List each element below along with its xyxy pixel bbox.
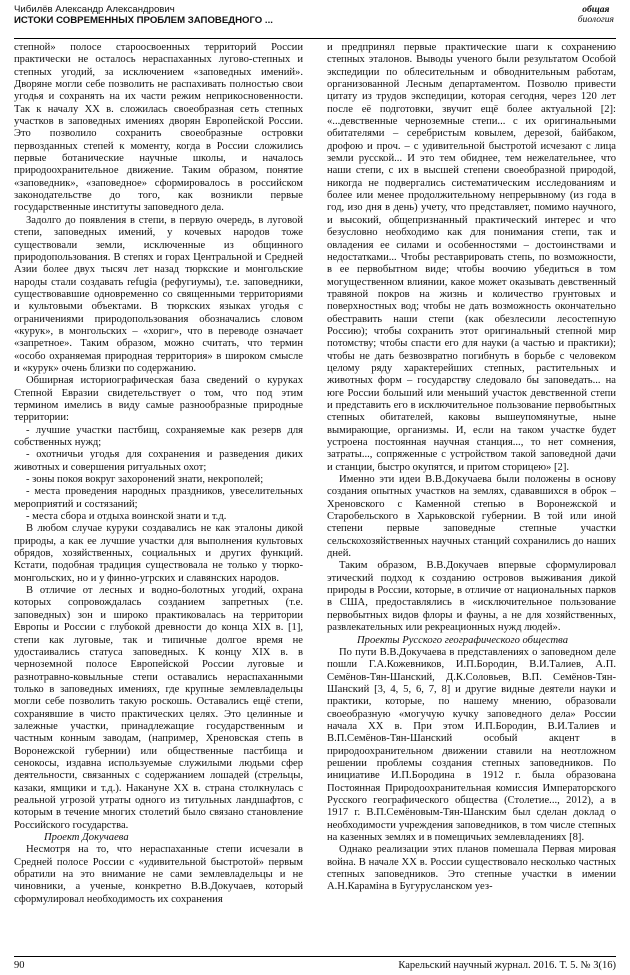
left-text-column xyxy=(14,42,303,952)
right-text-column xyxy=(327,42,616,952)
page-footer xyxy=(14,956,616,973)
page-number: 90 xyxy=(14,960,25,971)
paragraph: В отличие от лесных и водно-болотных угодий, охрана которых сопровождалась созданием запретных (т.е. заповедных) зон и широко практиковалась на территории Европы и России с глубокой древности до конца XIX в. [1], степи как луговые, так и типичные долгое время не удостаивались статуса заповедных. К концу XIX в. в черноземной полосе Европейской России луговые и разнотравно-ковыльные степи оставались нераспаханными только в заповедных имениях, где крупные землевладельцы могли себе позволить такую роскошь. Оставались ещё степи, сохранявшие в чисто практических целях. Это целинные и залежные участки, принадлежащие государственным и частным конным заводам, (например, Хреновская степь в Воронежской губернии) или общественные пастбища и сенокосы, издавна используемые служилыми людьми сфер деятельности, связанных с содержанием лошадей (стрельцы, казаки, ямщики и т.д.). Накануне XX в. страна столкнулась с реальной угрозой утраты одного из титульных ландшафтов, с которым в течение многих столетий было связано становление Российского государства. xyxy=(14,585,303,831)
list-item: - лучшие участки пастбищ, сохраняемые как резерв для собственных нужд; xyxy=(14,424,303,448)
list-item: - охотничьи угодья для сохранения и разведения диких животных и совершения ритуальных охот; xyxy=(14,449,303,473)
list-item: - зоны покоя вокруг захоронений знати, некрополей; xyxy=(26,474,264,486)
paragraph: Однако реализации этих планов помешала Первая мировая война. В начале XX в. России существовало несколько частных степных заповедников. Это степные участки в имении А.Н.Караміна в Бугурусланском уез- xyxy=(327,844,616,893)
paragraph: Обширная историографическая база сведений о куруках Степной Евразии свидетельствует о том, что под этим термином имелись в виду самые разнообразные природные территории: xyxy=(14,375,303,424)
paragraph: По пути В.В.Докучаева в представлениях о заповедном деле пошли Г.А.Кожевников, И.П.Бородин, В.И.Талиев, А.П. Семёнов-Тян-Шанский, Д.К.Соловьев, В.П. Семёнов-Тян-Шанский [3, 4, 5, 6, 7, 8] и другие видные деятели науки и практики, которые, по нашему мнению, образовали своеобразную «могучую кучку заповедного дела» России начала XX в. При этом И.П.Бородин, В.И.Талиев и В.П.Семёнов-Тян-Шанский особый акцент в природоохранительном движении ставили на неотложном решении проблемы создания степных заповедников. По инициативе И.П.Бородина в 1912 г. была образована Постоянная Природоохранительная комиссия Императорского Русского географического общества (Столетие..., 2012), а в 1917 г. В.П.Семёновым-Тян-Шанским был сделан доклад о необходимости учреждения заповедников, в том числе степных на казенных землях и в помещичьих землевладениях [8]. xyxy=(327,646,616,843)
section-label-line2: биология xyxy=(577,14,614,25)
header-section-label xyxy=(578,5,614,25)
paragraph: Несмотря на то, что нераспаханные степи исчезали в Средней полосе России с «удивительной быстротой» первым обратили на это внимание не сами землевладельцы и не чиновники, а ученые, конкретно В.В.Докучаев, который сформулировал необходимость их сохранения xyxy=(14,844,303,905)
paragraph: Таким образом, В.В.Докучаев впервые сформулировал этический подход к созданию островов выживания дикой природы в России, которые, в отличие от национальных парков в США, предоставлялись в «исключительное пользование первобытных видов флоры и фауны, а не для хозяйственных, развлекательных или рекреационных нужд людей». xyxy=(327,560,616,634)
paragraph: Именно эти идеи В.В.Докучаева были положены в основу создания опытных участков на землях, сдававшихся в оброк – Хреновского с Каменной степью в Воронежской и Старобельского в Харьковской губернии. В той или иной степени первые заповедные степные участки сельскохозяйственных научных станций сохранились до наших дней. xyxy=(327,474,616,560)
running-header xyxy=(14,4,616,39)
section-label-line1: общая xyxy=(582,4,610,15)
paragraph: Задолго до появления в степи, в первую очередь, в луговой степи, заповедных имений, у кочевых народов тоже существовали земли, исключенные из общинного природопользования. В степях и горах Центральной и Средней Азии более двух тысяч лет назад тюркские и монгольские народы стали создавать refugia (рефугиумы), т.е. заповедники, существовавшие одновременно со священными территориями и культовыми объектами. В тюркских языках угодья с ограничениями природопользования обозначались словом «курук», в монгольских – «хориг», что в переводе означает «запретное». Таким образом, можно считать, что термин «особо охраняемая природная территория» в широком смысле и «курук» очень близки по содержанию. xyxy=(14,214,303,374)
subsection-heading: Проекты Русского географического общества xyxy=(357,634,569,646)
header-author: Чибилёв Александр Александрович xyxy=(14,4,175,15)
journal-citation: Карельский научный журнал. 2016. Т. 5. № 3(16) xyxy=(398,960,616,971)
paragraph: степной» полосе староосвоенных территорий России практически не осталось нераспаханных лугово-степных и степных угодий, за исключением «заповедных имений». Дворяне могли себе позволить не распахивать полностью свои угодья и сохранять на их части режим неприкосновенности. Так к началу XX в. сложилась своеобразная сеть степных участков в заповедных имениях дворян Европейской России. Это позволило сохранить своеобразные островки первозданных степей к моменту, когда в России сложились первые ботанические научные школы, и началось природоохранительное движение. Таким образом, понятие «заповедник», «заповедное» сформировалось в российском законодательстве до того, как возникли первые государственные институты заповедного дела. xyxy=(14,42,303,214)
subsection-heading: Проект Докучаева xyxy=(44,832,129,843)
list-item: - места сбора и отдыха воинской знати и т.д. xyxy=(26,511,227,523)
header-article-title: ИСТОКИ СОВРЕМЕННЫХ ПРОБЛЕМ ЗАПОВЕДНОГО ... xyxy=(14,15,273,26)
list-item: - места проведения народных праздников, увеселительных мероприятий и состязаний; xyxy=(14,486,303,510)
paragraph: В любом случае куруки создавались не как эталоны дикой природы, а как ее лучшие участки для выполнения культовых обрядов, хозяйственных, социальных и других функций. Кстати, подобная традиция существовала не только у тюрко-монгольских, но и у финно-угрских и славянских народов. xyxy=(14,523,303,584)
paragraph: и предпринял первые практические шаги к сохранению степных эталонов. Выводы ученого были результатом Особой экспедиции по облесительным и обводнительным работам, организованной Лесным департаментом. Позволю привести цитату из трудов экспедиции, которая сегодня, через 120 лет после её подготовки, звучит ещё более актуальной [2]: «...девственные черноземные степи... с их оригинальными обитателями – серебристым ковылем, дерезой, байбаком, дрофою и проч. – с удивительной быстротой исчезают с лица земли русской... И это тем обиднее, тем нежелательнее, что наши степи, с их в высшей степени своеобразной природой, никогда не подвергались систематическим исследованиям и более или менее продолжительному непрерывному (из года в год, изо дня в день) учету, что представляет, помимо научного, и высокий, общепризнанный практический интерес и что безусловно необходимо как для понимания степи, так и овладения ее силами и особенностями – достоинствами и недостатками... Чтобы реставрировать степь, по возможности, в ее первобытном виде; чтобы воочию убедиться в том могущественном влиянии, какое может оказывать девственный травяной покров на жизнь и количество грунтовых и поверхностных вод; чтобы не дать возможность окончательно обестравить наши степи (как обезлесили лесостепную Россию); чтобы сохранить этот оригинальный степной мир потомству; чтобы спасти его для науки (а частью и практики); чтобы не дать безвозвратно погибнуть в борьбе с человеком целому ряду характерейших степных, растительных и животных форм – государству следовало бы заповедать... на юге России больший или меньший участок девственной степи и представить его в исключительное пользование первобытных степных обитателей, каковы вышеупомянутые, ныне вымирающие, организмы. И, если на таком участке будет устроена постоянная научная станция..., то нет сомнения, затраты..., сопряженные с устройством такой заповедной дачи и станции, быстро окупятся, и притом сторицею» [2]. xyxy=(327,42,616,473)
